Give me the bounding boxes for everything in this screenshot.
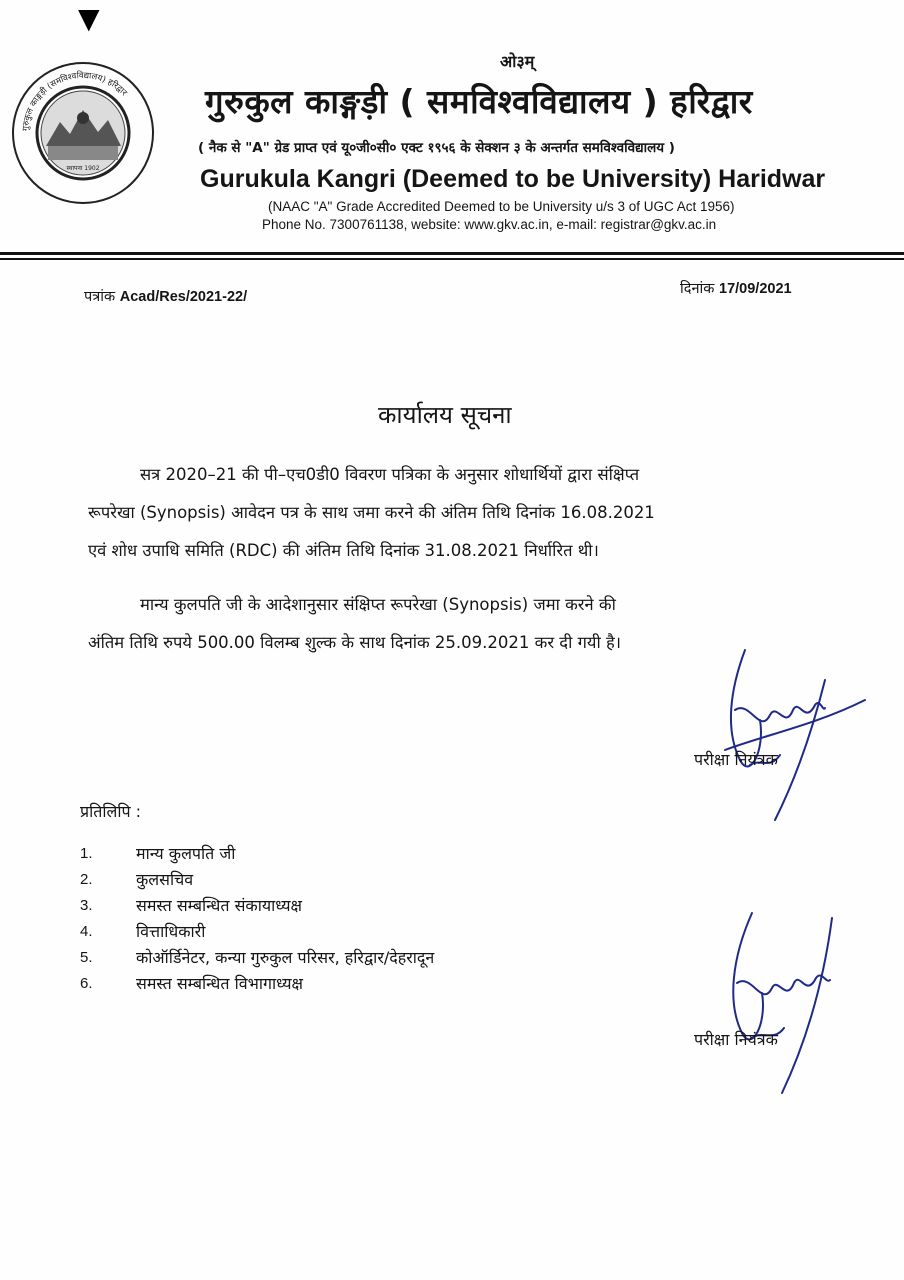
seal-text: गुरुकुल काङ्गड़ी (समविश्वविद्यालय) हरिद्वार bbox=[21, 70, 129, 132]
list-item bbox=[80, 892, 434, 918]
paragraph-2-line-2: अंतिम तिथि रुपये 500.00 विलम्ब शुल्क के साथ दिनांक 25.09.2021 कर दी गयी है। bbox=[88, 633, 621, 652]
list-item-text: मान्य कुलपति जी bbox=[136, 844, 236, 863]
list-item-number: 2. bbox=[80, 870, 93, 888]
seal-year: स्थापना 1902 bbox=[66, 165, 100, 172]
list-item bbox=[80, 918, 434, 944]
invocation: ओ३म् bbox=[500, 52, 535, 71]
date-value: 17/09/2021 bbox=[719, 281, 792, 297]
list-item-number: 6. bbox=[80, 974, 93, 992]
accreditation-line: (NAAC "A" Grade Accredited Deemed to be University u/s 3 of UGC Act 1956) bbox=[268, 199, 735, 214]
list-item-text: कोऑर्डिनेटर, कन्या गुरुकुल परिसर, हरिद्वार/देहरादून bbox=[136, 948, 435, 967]
signatory-title: परीक्षा नियंत्रक bbox=[694, 750, 778, 769]
copy-to-list bbox=[80, 840, 434, 996]
list-item-text: वित्ताधिकारी bbox=[136, 922, 206, 941]
list-item-text: समस्त सम्बन्धित विभागाध्यक्ष bbox=[136, 974, 303, 993]
list-item bbox=[80, 840, 434, 866]
letterhead-divider-thin bbox=[0, 258, 904, 260]
signatory-title-copy: परीक्षा नियंत्रक bbox=[694, 1030, 778, 1049]
reference-label: पत्रांक bbox=[84, 289, 116, 305]
list-item bbox=[80, 970, 434, 996]
university-subtitle-hindi: ( नैक से "A" ग्रेड प्राप्त एवं यू०जी०सी० एक्ट १९५६ के सेक्शन ३ के अन्तर्गत समविश्वविद्यालय ) bbox=[198, 140, 675, 156]
list-item-number: 1. bbox=[80, 844, 93, 862]
copy-to-heading: प्रतिलिपि : bbox=[80, 802, 142, 821]
paragraph-2-line-1: मान्य कुलपति जी के आदेशानुसार संक्षिप्त रूपरेखा (Synopsis) जमा करने की bbox=[140, 595, 616, 614]
paragraph-1-line-2: रूपरेखा (Synopsis) आवेदन पत्र के साथ जमा करने की अंतिम तिथि दिनांक 16.08.2021 bbox=[88, 503, 655, 522]
date-label: दिनांक bbox=[680, 281, 715, 297]
contact-line: Phone No. 7300761138, website: www.gkv.ac.in, e-mail: registrar@gkv.ac.in bbox=[262, 217, 717, 232]
list-item bbox=[80, 944, 434, 970]
letter-date bbox=[680, 278, 792, 298]
list-item-number: 4. bbox=[80, 922, 93, 940]
notice-heading: कार्यालय सूचना bbox=[378, 401, 512, 429]
reference-number bbox=[84, 286, 247, 306]
university-seal-icon bbox=[8, 58, 158, 208]
reference-value: Acad/Res/2021-22/ bbox=[119, 289, 248, 305]
list-item-text: समस्त सम्बन्धित संकायाध्यक्ष bbox=[136, 896, 303, 915]
list-item bbox=[80, 866, 434, 892]
list-item-text: कुलसचिव bbox=[136, 870, 194, 889]
signature-1-icon bbox=[705, 640, 875, 830]
university-title-hindi: गुरुकुल काङ्गड़ी ( समविश्वविद्यालय ) हरिद्वार bbox=[205, 82, 753, 121]
corner-mark: ▼ bbox=[78, 2, 100, 35]
paragraph-1-line-1: सत्र 2020–21 की पी–एच0डी0 विवरण पत्रिका के अनुसार शोधार्थियों द्वारा संक्षिप्त bbox=[140, 465, 640, 484]
signature-2-icon bbox=[712, 908, 862, 1098]
paragraph-1-line-3: एवं शोध उपाधि समिति (RDC) की अंतिम तिथि दिनांक 31.08.2021 निर्धारित थी। bbox=[88, 541, 599, 560]
list-item-number: 5. bbox=[80, 948, 93, 966]
list-item-number: 3. bbox=[80, 896, 93, 914]
letterhead-divider bbox=[0, 252, 904, 255]
university-title-english: Gurukula Kangri (Deemed to be University) Haridwar bbox=[200, 165, 826, 193]
